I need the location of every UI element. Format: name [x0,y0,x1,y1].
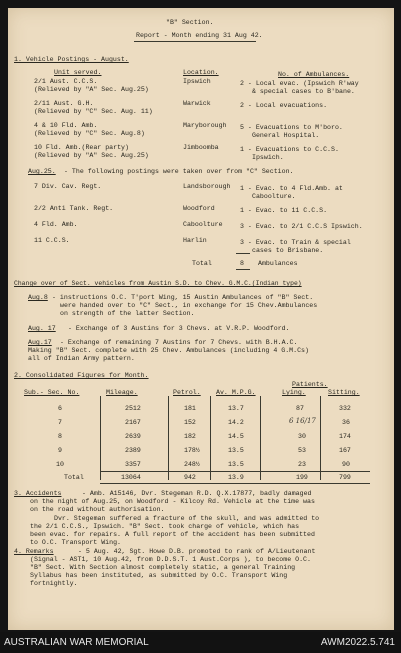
posting-ambulances: 2 - Local evacuations. [240,102,328,109]
cell-sitting: 332 [339,405,351,412]
archive-footer [0,632,401,653]
section3-line: - Amb. A15146, Dvr. Stegeman R.D. Q.X.17877, badly damaged [82,490,312,497]
total-double-rule [236,269,250,270]
posting-relief: (Relieved by "A" Sec. Aug.25) [34,86,149,93]
col-patients: Patients. [292,381,328,388]
section4-line: fortnightly. [30,580,78,587]
changeover-aug8-line: on strength of the latter Section. [60,310,195,317]
section4-line: (Signal - AST1, 10 Aug.42, from D.D.S.T. 1 Aust.Corps ), to become O.C. [30,556,311,563]
posting-ambulances-note: General Hospital. [252,132,320,139]
cell-petrol: 248½ [184,461,200,468]
col-petrol: Petrol. [173,389,201,396]
posting-relief: (Relieved by "A" Sec. Aug.25) [34,152,149,159]
total-value: 8 [240,260,244,267]
posting-ambulances: 1 - Evac. to 11 C.C.S. [240,207,328,214]
cell-lying: 30 [298,433,306,440]
cell-mileage: 2167 [125,419,141,426]
table-rule [100,396,101,480]
changeover-aug17b-label: Aug.17 [28,339,52,346]
cell-sitting: 167 [339,447,351,454]
col-location: Location. [183,69,219,76]
section3-line: Dvr. Stegeman suffered a fracture of the skull, and was admitted to [54,515,320,522]
changeover-aug17a-label: Aug. 17 [28,325,56,332]
section4-label: 4. Remarks [14,548,54,555]
section4-line: - 5 Aug. 42, Sgt. Howe D.B. promoted to rank of A/Lieutenant [78,548,316,555]
cell-total-mpg: 13.9 [228,474,244,481]
posting-unit: 11 C.C.S. [34,237,70,244]
table-rule [168,396,169,480]
table-total-rule [100,471,370,472]
posting-location: Harlin [183,237,207,244]
posting-relief: (Relieved by "C" Sec. Aug.8) [34,130,145,137]
table-bottom-rule [100,483,370,484]
table-rule [210,396,211,480]
changeover-aug8-line: were handed over to "C" Sect., in exchange for 15 Chev.Ambulances [60,302,318,309]
col-ambulances: No. of Ambulances. [278,71,350,78]
cell-total-lying: 199 [296,474,308,481]
changeover-aug17b-line: - Exchange of remaining 7 Austins for 7 Chevs. with B.H.A.C. [60,339,298,346]
posting-location: Maryborough [183,122,227,129]
cell-mileage: 3357 [125,461,141,468]
posting-location: Warwick [183,100,211,107]
posting-location: Caboolture [183,221,223,228]
col-mileage: Mileage. [106,389,138,396]
footer-accession-number: AWM2022.5.741 [320,637,395,648]
cell-lying: 53 [298,447,306,454]
cell-lying: 6 16/17 [289,417,316,425]
cell-lying: 87 [296,405,304,412]
cell-sub: 10 [56,461,64,468]
posting-unit: 10 Fld. Amb.(Rear party) [34,144,129,151]
cell-mpg: 14.5 [228,433,244,440]
cell-sitting: 90 [342,461,350,468]
posting-relief: (Relieved by "C" Sec. Aug. 11) [34,108,153,115]
changeover-aug17b-line: all of Indian Army pattern. [28,355,135,362]
posting-unit: 2/2 Anti Tank. Regt. [34,205,114,212]
col-mpg: Av. M.P.G. [216,389,256,396]
posting-ambulances: 3 - Evac. to 2/1 C.C.S Ipswich. [240,223,363,230]
cell-sub: 7 [58,419,62,426]
cell-petrol: 178½ [184,447,200,454]
section3-label: 3. Accidents [14,490,62,497]
total-rule [236,253,250,254]
cell-lying: 23 [298,461,306,468]
aug25-label: Aug.25. [28,168,56,175]
posting-unit: 2/1 Aust. C.C.S. [34,78,98,85]
posting-ambulances: 5 - Evacuations to M'boro. [240,124,343,131]
cell-sub: 6 [58,405,62,412]
changeover-aug17a-text: - Exchange of 3 Austins for 3 Chevs. at V.R.P. Woodford. [68,325,290,332]
col-lying: Lying. [282,389,306,396]
section2-heading: 2. Consolidated Figures for Month. [14,372,149,379]
posting-unit: 7 Div. Cav. Regt. [34,183,102,190]
table-rule [260,396,261,480]
document-subtitle: Report - Month ending 31 Aug 42. [136,32,263,39]
col-unit-served: Unit served. [54,69,102,76]
posting-ambulances-note: & special cases to B'bane. [252,88,355,95]
posting-location: Ipswich [183,78,211,85]
cell-petrol: 182 [184,433,196,440]
aug25-text: - The following postings were taken over from "C" Section. [64,168,294,175]
section3-line: on the night of Aug.25, on Woodford - Kilcoy Rd. Vehicle at the time was [30,498,315,505]
posting-location: Landsborough [183,183,231,190]
posting-ambulances: 3 - Evac. to Train & special [240,239,351,246]
cell-total-mileage: 13064 [121,474,141,481]
posting-location: Jimboomba [183,144,219,151]
cell-sitting: 36 [342,419,350,426]
cell-total-petrol: 942 [184,474,196,481]
col-sub-sec: Sub.- Sec. No. [24,389,80,396]
cell-mileage: 2639 [125,433,141,440]
table-rule [320,396,321,480]
footer-institution: AUSTRALIAN WAR MEMORIAL [4,637,149,648]
document-page [8,8,394,630]
posting-ambulances: 2 - Local evac. (Ipswich R'way [240,80,359,87]
cell-total-sitting: 799 [339,474,351,481]
cell-mpg: 13.7 [228,405,244,412]
cell-mpg: 13.5 [228,461,244,468]
posting-ambulances-note: Caboolture. [252,193,296,200]
section3-line: on the road without authorisation. [30,506,165,513]
cell-sitting: 174 [339,433,351,440]
cell-mpg: 13.5 [228,447,244,454]
changeover-aug8-label: Aug.8 [28,294,48,301]
posting-ambulances-note: Ipswich. [252,154,284,161]
section4-line: Syllabus has been instituted, as submitted by O.C. Transport Wing [30,572,288,579]
cell-petrol: 181 [184,405,196,412]
cell-mpg: 14.2 [228,419,244,426]
posting-unit: 4 & 10 Fld. Amb. [34,122,98,129]
section3-line: the 2/1 C.C.S., Ipswich. "B" Sect. took charge of vehicle, which has [30,523,300,530]
section4-line: "B" Sect. With Section almost completely static, a general Training [30,564,296,571]
posting-location: Woodford [183,205,215,212]
posting-ambulances: 1 - Evac. to 4 Fld.Amb. at [240,185,343,192]
cell-petrol: 152 [184,419,196,426]
cell-mileage: 2512 [125,405,141,412]
changeover-aug17b-line: Making "B" Sect. complete with 25 Chev. Ambulances (including 4 G.M.Cs) [28,347,309,354]
section1-heading: 1. Vehicle Postings - August. [14,56,129,63]
changeover-heading: Change over of Sect. vehicles from Austin S.D. to Chev. G.M.C.(Indian type) [14,280,302,287]
subtitle-underline [134,41,256,42]
document-title: "B" Section. [166,19,214,26]
cell-sub: 9 [58,447,62,454]
posting-ambulances: 1 - Evacuations to C.C.S. [240,146,339,153]
cell-mileage: 2389 [125,447,141,454]
cell-sub: 8 [58,433,62,440]
posting-ambulances-note: cases to Brisbane. [252,247,324,254]
posting-unit: 4 Fld. Amb. [34,221,78,228]
cell-total-label: Total [64,474,84,481]
section3-line: been evac. for repairs. A full report of the accident has been submitted [30,531,315,538]
total-label: Total [192,260,212,267]
posting-unit: 2/11 Aust. G.H. [34,100,94,107]
col-sitting: Sitting. [328,389,360,396]
changeover-aug8-line: - instructions O.C. T'port Wing, 15 Austin Ambulances of "B" Sect. [52,294,314,301]
section3-line: to O.C. Transport Wing. [30,539,122,546]
total-unit: Ambulances [258,260,298,267]
